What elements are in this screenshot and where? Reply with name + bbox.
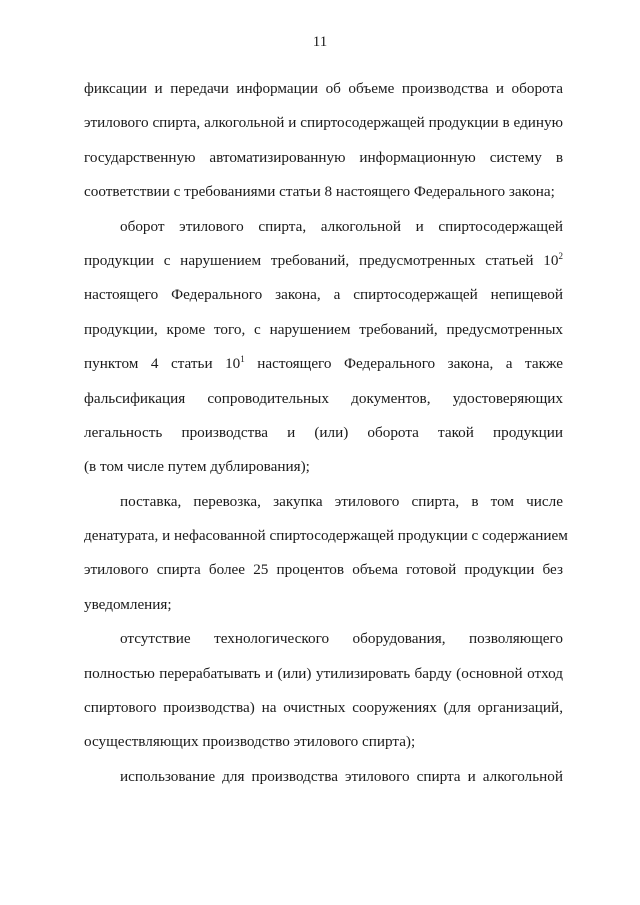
- text-line-content: этилового спирта, алкогольной и спиртосодержащей продукции в единую: [84, 114, 563, 132]
- text-line: [84, 141, 563, 175]
- text-line: [84, 622, 563, 656]
- text-line: [84, 588, 563, 622]
- body-text: [84, 72, 568, 794]
- text-line-content: государственную автоматизированную информационную систему в: [84, 148, 563, 166]
- text-line-content: отсутствие технологического оборудования, позволяющего: [120, 630, 563, 648]
- text-line-content: спиртового производства) на очистных сооружениях (для организаций,: [84, 699, 563, 717]
- text-line-content: легальность производства и (или) оборота такой продукции: [84, 423, 563, 441]
- text-line-content: полностью перерабатывать и (или) утилизировать барду (основной отход: [84, 664, 563, 682]
- text-line: [84, 382, 563, 416]
- text-line: [84, 278, 563, 312]
- text-line: [84, 175, 563, 209]
- text-line-content: продукции, кроме того, с нарушением требований, предусмотренных: [84, 320, 563, 338]
- text-line: [84, 450, 563, 484]
- text-line-content: осуществляющих производство этилового спирта);: [84, 733, 416, 751]
- page-number: 11: [312, 34, 328, 50]
- text-line-content: оборот этилового спирта, алкогольной и спиртосодержащей: [120, 217, 563, 235]
- text-line-content: уведомления;: [84, 595, 172, 613]
- text-line-content: соответствии с требованиями статьи 8 настоящего Федерального закона;: [84, 183, 555, 201]
- text-line-content: (в том числе путем дублирования);: [84, 458, 310, 476]
- text-line-content: поставка, перевозка, закупка этилового спирта, в том числе: [120, 492, 563, 510]
- text-line-content: использование для производства этилового спирта и алкогольной: [120, 767, 563, 785]
- text-line: [84, 760, 563, 794]
- text-line: [84, 416, 563, 450]
- text-line-content: пунктом 4 статьи 10: [84, 355, 241, 373]
- text-line: [84, 106, 563, 140]
- text-line-content: настоящего Федерального закона, а спиртосодержащей непищевой: [84, 286, 563, 304]
- text-line: [84, 347, 563, 381]
- superscript: 1: [240, 354, 245, 365]
- text-line-continuation: настоящего Федерального закона, а также: [244, 355, 563, 373]
- text-line-content: денатурата, и нефасованной спиртосодержащей продукции с содержанием: [84, 527, 568, 545]
- text-line: [84, 485, 563, 519]
- text-line-content: фиксации и передачи информации об объеме производства и оборота: [84, 80, 563, 97]
- text-line: [84, 553, 563, 587]
- text-line: [84, 72, 563, 106]
- text-line: [84, 313, 563, 347]
- text-line-content: продукции с нарушением требований, предусмотренных статьей 10: [84, 251, 559, 269]
- text-line: [84, 210, 563, 244]
- text-line: [84, 519, 568, 553]
- text-line: [84, 725, 563, 759]
- text-line-content: этилового спирта более 25 процентов объема готовой продукции без: [84, 561, 563, 579]
- superscript: 2: [558, 250, 563, 261]
- text-line: [84, 691, 563, 725]
- text-line: [84, 657, 563, 691]
- text-line: [84, 244, 563, 278]
- text-line-content: фальсификация сопроводительных документов, удостоверяющих: [84, 389, 563, 407]
